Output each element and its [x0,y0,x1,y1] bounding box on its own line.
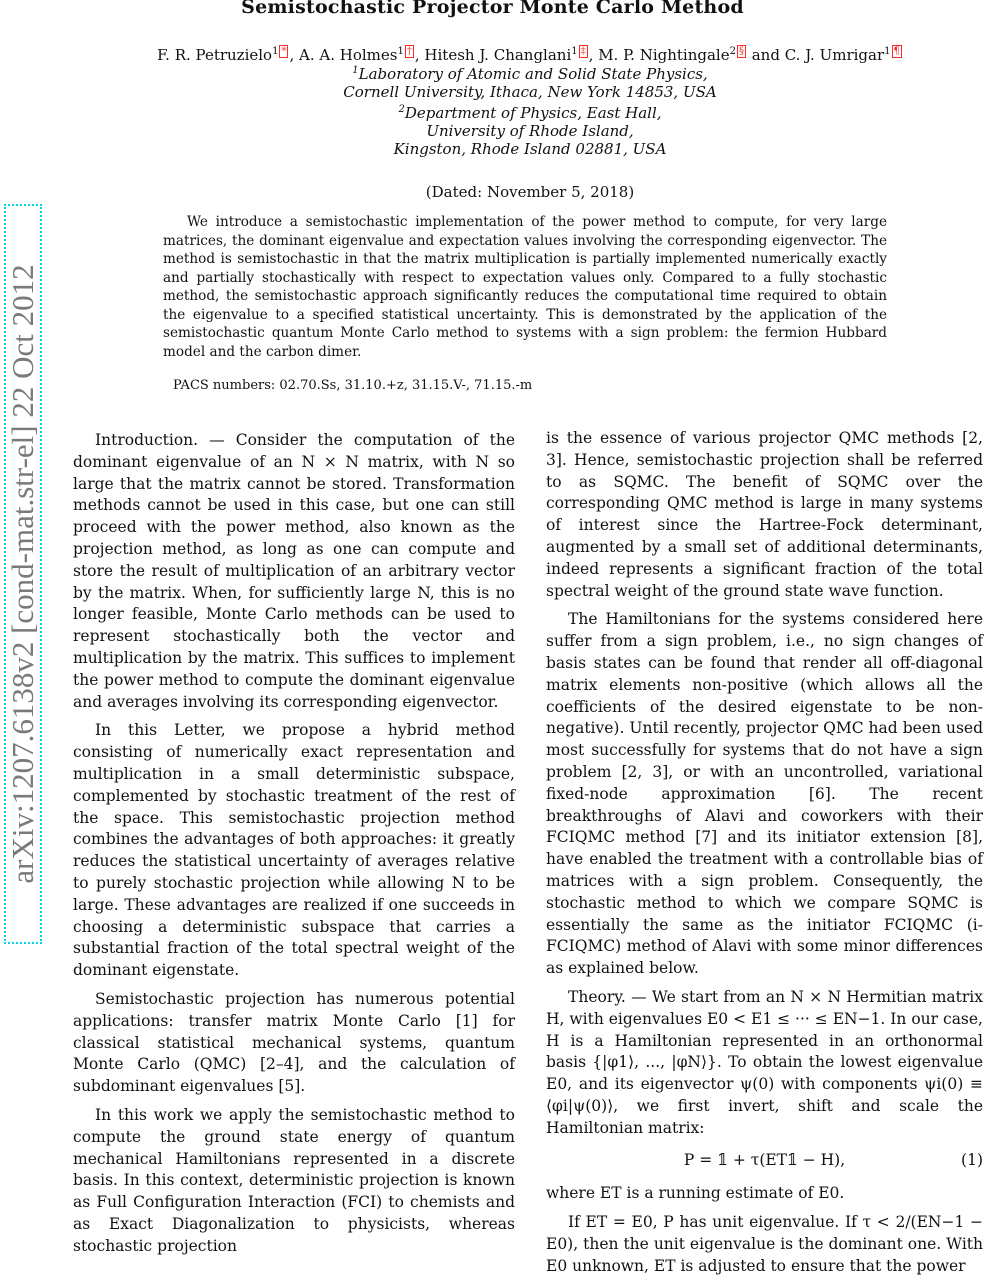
footnote-link[interactable]: ¶ [893,46,900,57]
author: C. J. Umrigar$^1$ ¶ [784,46,900,64]
author: Hitesh J. Changlani$^1$ ‡ [424,46,586,64]
paragraph: where ET is a running estimate of E0. [546,1184,845,1203]
affiliation-2: $^2$Department of Physics, East Hall, University of Rhode Island, Kingston, Rhode Island 02881, USA [393,104,667,158]
arxiv-sidebar[interactable] [4,204,42,944]
equation-1 [546,1150,983,1172]
footnote-link[interactable]: * [281,46,287,57]
abstract: We introduce a semistochastic implementation of the power method to compute, for very large matrices, the dominant eigenvalue and expectation values involving the corresponding eigenvector. The method is semistochastic in that the matrix multiplication is partially implemented numerically exactly and partially stochastically with respect to expectation values only. Compared to a fully stochastic method, the semistochastic approach significantly reduces the computational time required to obtain the eigenvalue to a specified statistical uncertainty. This is demonstrated by the application of the semistochastic quantum Monte Carlo method to systems with a sign problem: the fermion Hubbard model and the carbon dimer. [163,214,887,360]
paragraph: Semistochastic projection has numerous potential applications: transfer matrix Monte Carlo [1] for classical statistical mechanical systems, quantum Monte Carlo (QMC) [2–4], and the calculation of subdominant eigenvalues [5]. [73,989,515,1096]
footnote-link[interactable]: ‡ [580,46,586,57]
footnote-link[interactable]: § [738,46,744,57]
paragraph: The Hamiltonians for the systems considered here suffer from a sign problem, i.e., no sign changes of basis states can be found that render all off-diagonal matrix elements non-positive (which allows all the coefficients of the desired eigenstate to be non-negative). Until recently, projector QMC had been used most successfully for systems that do not have a sign problem [2, 3], or with an uncontrolled, variational fixed-node approximation [6]. The recent breakthroughs of Alavi and coworkers with their FCIQMC method [7] and its initiator extension [8], have enabled the treatment with a controllable bias of matrices with a sign problem. Consequently, the stochastic method to which we compare SQMC is essentially the same as the initiator FCIQMC (i-FCIQMC) method of Alavi with some minor differences as explained below. [546,610,983,978]
paper-title: Semistochastic Projector Monte Carlo Method [241,0,744,18]
author: F. R. Petruzielo$^1$ * [157,46,287,64]
right-column [546,428,983,1284]
affiliation-1: $^1$Laboratory of Atomic and Solid State Physics, Cornell University, Ithaca, New York 14853, USA [343,65,717,101]
author-list: F. R. Petruzielo$^1$ * , A. A. Holmes$^1$ † , Hitesh J. Changlani$^1$ ‡ , M. P. Nightingale$^2$ § and C. J. Umrigar$^1$ ¶ [0,42,985,65]
paragraph: If ET = E0, P has unit eigenvalue. If τ < 2/(EN−1 − E0), then the unit eigenvalue is the dominant one. With E0 unknown, ET is adjusted to ensure that the power [546,1213,983,1275]
paragraph: In this work we apply the semistochastic method to compute the ground state energy of quantum mechanical Hamiltonians represented in a discrete basis. In this context, deterministic projection is known as Full Configuration Interaction (FCI) to chemists and as Exact Diagonalization to physicists, whereas stochastic projection [73,1105,515,1255]
author: M. P. Nightingale$^2$ § [598,46,744,64]
footnote-link[interactable]: † [406,46,412,57]
equation-body: P = 𝟙 + τ(ET𝟙 − H), [683,1150,846,1169]
author: A. A. Holmes$^1$ † [299,46,412,64]
pacs-numbers: PACS numbers: 02.70.Ss, 31.10.+z, 31.15.V-, 71.15.-m [173,378,533,393]
arxiv-identifier: arXiv:1207.6138v2 [cond-mat.str-el] 22 Oct 2012 [5,264,40,884]
paragraph: Introduction. — Consider the computation of the dominant eigenvalue of an N × N matrix, with N so large that the matrix cannot be stored. Transformation methods cannot be used in this case, but one can still proceed with the power method, also known as the projection method, as long as one can compute and store the result of multiplication of an arbitrary vector by the matrix. When, for sufficiently large N, this is no longer feasible, Monte Carlo methods can be used to represent stochastically both the vector and multiplication by the matrix. This suffices to implement the power method to compute the dominant eigenvalue and averages involving its corresponding eigenvector. [73,431,515,711]
paragraph: Theory. — We start from an N × N Hermitian matrix H, with eigenvalues E0 < E1 ≤ ··· ≤ EN−1. In our case, H is a Hamiltonian represented in an orthonormal basis {|φ1⟩, ..., |φN⟩}. To obtain the lowest eigenvalue E0, and its eigenvector ψ(0) with components ψi(0) ≡ ⟨φi|ψ(0)⟩, we first invert, shift and scale the Hamiltonian matrix: [546,987,983,1137]
paragraph: is the essence of various projector QMC methods [2, 3]. Hence, semistochastic projection shall be referred to as SQMC. The benefit of SQMC over the corresponding QMC method is large in many systems of interest since the Hartree-Fock determinant, augmented by a small set of additional determinants, indeed represents a significant fraction of the total spectral weight of the ground state wave function. [546,429,983,600]
paragraph: In this Letter, we propose a hybrid method consisting of numerically exact representation and multiplication in a small deterministic subspace, complemented by stochastic treatment of the rest of the space. This semistochastic projection method combines the advantages of both approaches: it greatly reduces the statistical uncertainty of averages relative to purely stochastic projection while allowing N to be large. These advantages are realized if one succeeds in choosing a deterministic subspace that carries a substantial fraction of the total spectral weight of the dominant eigenstate. [73,721,515,980]
equation-number: (1) [961,1150,983,1169]
left-column [73,430,515,1264]
dated-line: (Dated: November 5, 2018) [425,183,635,201]
